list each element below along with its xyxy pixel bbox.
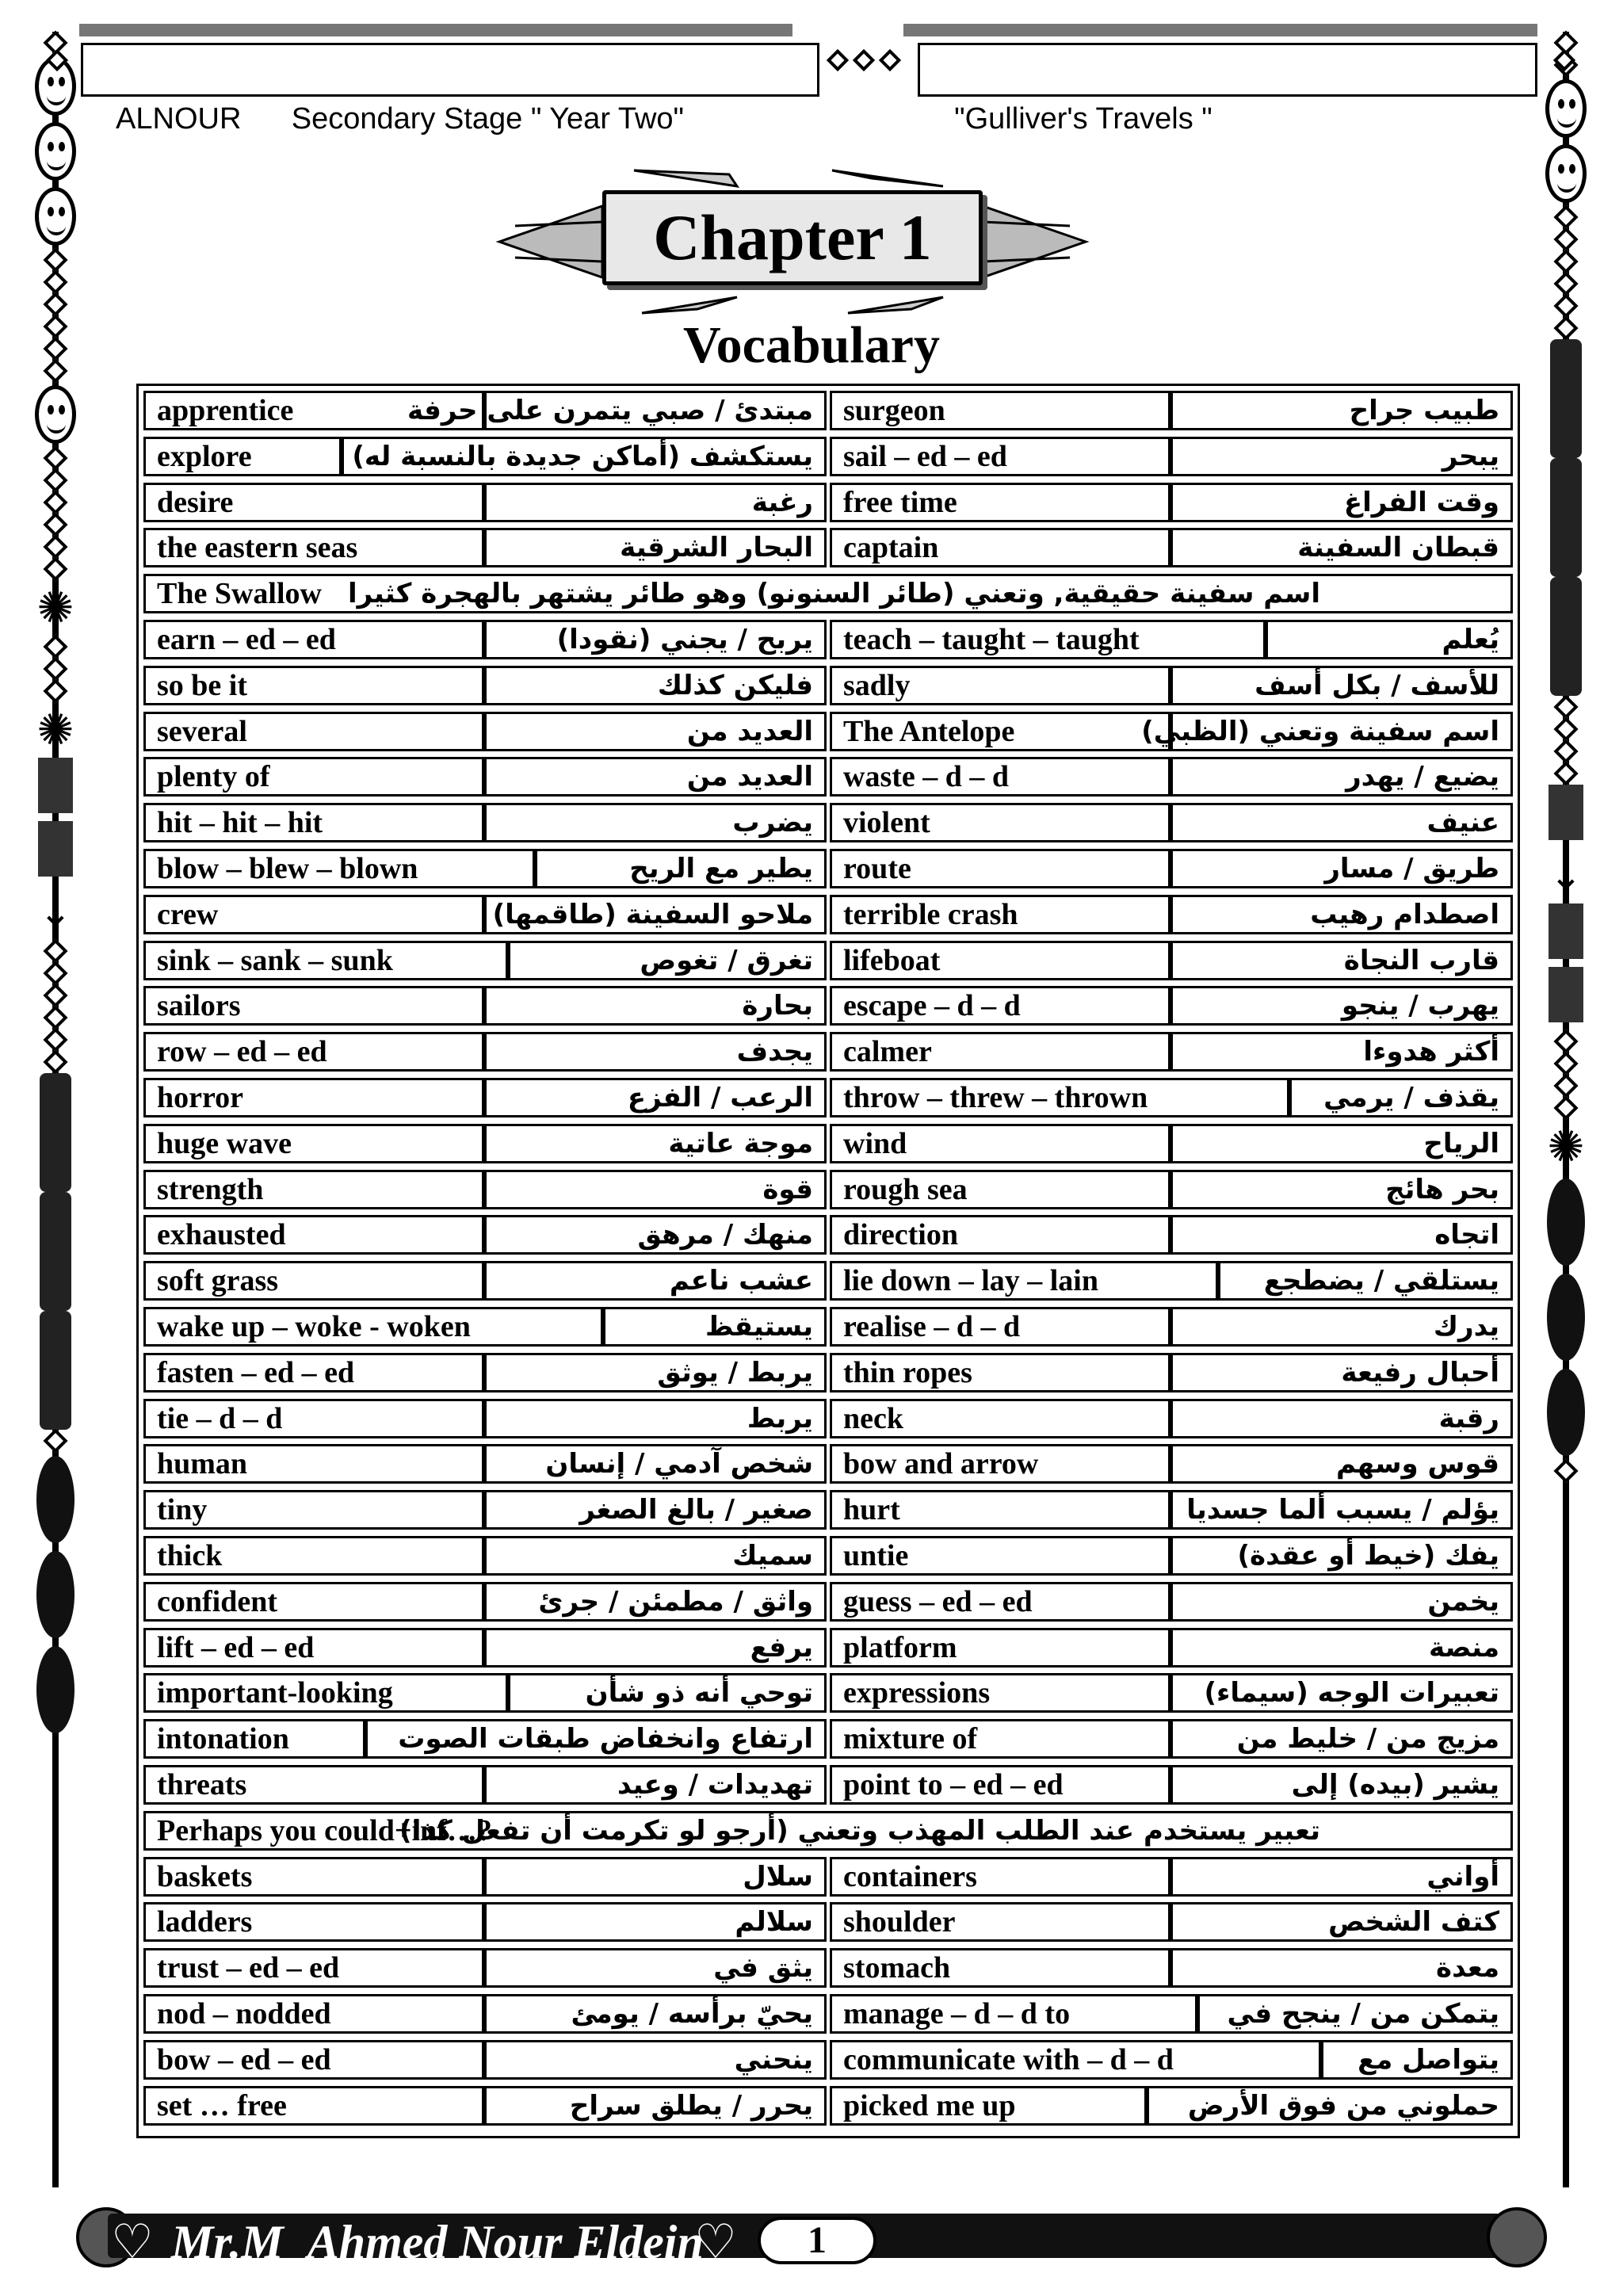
sun-icon: ✺ <box>36 582 74 634</box>
vocab-term-right: waste – d – d <box>830 757 1170 797</box>
vocab-meaning-left: يربط / يوثق <box>484 1353 827 1392</box>
diamond-icon <box>33 1029 78 1051</box>
vocab-meaning-right: يبحر <box>1170 437 1513 476</box>
vocab-meaning-right: حملوني من فوق الأرض <box>1147 2086 1513 2126</box>
vocab-term-right: bow and arrow <box>830 1444 1170 1484</box>
vocab-meaning-left: يستكشف (أماكن جديدة بالنسبة له) <box>342 437 827 476</box>
vocab-row <box>143 1078 1513 1117</box>
vocab-meaning-right: يضيع / يهدر <box>1170 757 1513 797</box>
vocab-meaning-right: أكثر هدوءا <box>1170 1032 1513 1072</box>
vocab-term-right: mixture of <box>830 1719 1170 1759</box>
vocab-term-right: terrible crash <box>830 895 1170 934</box>
vocab-term-right: sail – ed – ed <box>830 437 1170 476</box>
vocab-row <box>143 528 1513 567</box>
diamond-icon <box>853 49 875 71</box>
diamond-icon <box>827 49 849 71</box>
vocab-meaning-left: تغرق / تغوص <box>508 941 827 980</box>
diamond-icon <box>1544 206 1588 228</box>
vocab-term-right: realise – d – d <box>830 1307 1170 1347</box>
vocab-row <box>143 1444 1513 1484</box>
header-school-text: ALNOUR Secondary Stage " Year Two" <box>116 102 685 136</box>
diamond-icon <box>1544 295 1588 317</box>
vocab-row <box>143 1628 1513 1668</box>
vocab-term-left: huge wave <box>143 1124 484 1163</box>
vocab-row <box>143 1170 1513 1209</box>
vocab-meaning-left: صغير / بالغ الصغر <box>484 1490 827 1530</box>
vocab-meaning-right: منصة <box>1170 1628 1513 1668</box>
block-decoration <box>1544 904 1588 967</box>
vocab-meaning-left: ينحني <box>484 2040 827 2080</box>
bar-decoration <box>33 1311 78 1430</box>
vocab-row <box>143 1719 1513 1759</box>
footer-bar <box>108 2214 1534 2270</box>
vocab-row <box>143 803 1513 842</box>
diamond-icon <box>1544 1075 1588 1097</box>
vocab-term-right: communicate with – d – d <box>830 2040 1321 2080</box>
vocab-term-right: free time <box>830 483 1170 522</box>
oval-decoration <box>1544 1270 1588 1365</box>
block-decoration <box>33 758 78 821</box>
vocab-meaning: تعبير يستخدم عند الطلب المهذب وتعني (أرجو لو تكرمت أن تفعل كذا) <box>399 1814 1320 1847</box>
chevron-down-icon: ⌄ <box>39 889 72 935</box>
oval-decoration <box>1544 1365 1588 1460</box>
section-title: Vocabulary <box>683 316 940 374</box>
diamond-icon <box>1544 718 1588 740</box>
header-diamonds <box>824 52 903 68</box>
vocab-meaning-right: يستلقي / يضطجع <box>1218 1261 1513 1301</box>
vocab-term-right: rough sea <box>830 1170 1170 1209</box>
vocab-term-left: intonation <box>143 1719 365 1759</box>
vocab-row <box>143 757 1513 797</box>
vocab-term-right: hurt <box>830 1490 1170 1530</box>
diamond-icon <box>33 469 78 491</box>
vocab-term-left: lift – ed – ed <box>143 1628 484 1668</box>
vocab-term-left: human <box>143 1444 484 1484</box>
vocab-row <box>143 437 1513 476</box>
diamond-icon <box>33 680 78 702</box>
oval-decoration <box>33 1642 78 1737</box>
diamond-icon <box>33 558 78 580</box>
bar-decoration <box>33 1192 78 1311</box>
vocab-row <box>143 1490 1513 1530</box>
vocab-term: The Swallow <box>157 577 322 611</box>
vocab-meaning-right: للأسف / بكل أسف <box>1170 666 1513 705</box>
vocab-meaning-right: قبطان السفينة <box>1170 528 1513 567</box>
vocab-meaning-left: يحيّ برأسه / يومئ <box>484 1994 827 2034</box>
vocab-meaning-right: اصطدام رهيب <box>1170 895 1513 934</box>
vocab-term-right: neck <box>830 1399 1170 1438</box>
vocabulary-table <box>136 384 1520 2138</box>
block-decoration <box>1544 785 1588 848</box>
diamond-icon <box>1544 1030 1588 1052</box>
vocab-meaning-left: العديد من <box>484 757 827 797</box>
vocab-note-cell <box>143 1811 1513 1851</box>
diamond-icon <box>33 293 78 315</box>
vocab-row <box>143 1902 1513 1942</box>
bar-decoration <box>1544 577 1588 696</box>
vocab-meaning-left: يضرب <box>484 803 827 842</box>
vocab-term-left: baskets <box>143 1857 484 1897</box>
vocab-term-right: stomach <box>830 1948 1170 1988</box>
vocab-row <box>143 391 1513 430</box>
vocab-term-left: blow – blew – blown <box>143 849 535 888</box>
vocab-meaning-right: وقت الفراغ <box>1170 483 1513 522</box>
vocab-meaning-left: واثق / مطمئن / جرئ <box>484 1582 827 1622</box>
diamond-icon <box>33 249 78 271</box>
vocab-row <box>143 1124 1513 1163</box>
vocab-term-left: desire <box>143 483 484 522</box>
vocab-term-left: wake up – woke - woken <box>143 1307 603 1347</box>
vocab-row <box>143 574 1513 613</box>
smiley-face-icon <box>1544 141 1588 206</box>
diamond-icon <box>33 514 78 536</box>
vocab-meaning-right: يُعلم <box>1266 620 1513 659</box>
vocab-meaning-left: فليكن كذلك <box>484 666 827 705</box>
vocab-row <box>143 895 1513 934</box>
bar-decoration <box>1544 458 1588 577</box>
vocab-meaning-left: يحرر / يطلق سراح <box>484 2086 827 2126</box>
vocab-meaning-left: يربط <box>484 1399 827 1438</box>
diamond-icon <box>1544 696 1588 718</box>
vocab-meaning-right: يشير (بيده) إلى <box>1170 1765 1513 1805</box>
vocab-meaning-left: البحار الشرقية <box>484 528 827 567</box>
vocab-term-left: crew <box>143 895 484 934</box>
vocab-row <box>143 849 1513 888</box>
vocab-row <box>143 941 1513 980</box>
vocab-meaning-right: كتف الشخص <box>1170 1902 1513 1942</box>
chapter-title-box <box>602 190 983 285</box>
vocab-term-right: expressions <box>830 1673 1170 1713</box>
vocab-meaning-left: ملاحو السفينة (طاقمها) <box>484 895 827 934</box>
diamond-icon <box>1544 228 1588 250</box>
vocab-meaning-left: مبتدئ / صبي يتمرن على حرفة <box>484 391 827 430</box>
diamond-icon <box>33 984 78 1007</box>
vocab-row <box>143 1857 1513 1897</box>
vocab-term-right: The Antelope <box>830 712 1170 751</box>
vocab-term-right: wind <box>830 1124 1170 1163</box>
diamond-icon <box>33 962 78 984</box>
vocab-meaning-left: سلال <box>484 1857 827 1897</box>
vocab-term-left: earn – ed – ed <box>143 620 484 659</box>
vocab-row <box>143 712 1513 751</box>
vocab-term-left: sink – sank – sunk <box>143 941 508 980</box>
heart-icon: ♡ <box>111 2214 154 2270</box>
vocab-meaning-left: العديد من <box>484 712 827 751</box>
vocab-meaning-left: بحارة <box>484 986 827 1026</box>
vocab-row <box>143 986 1513 1026</box>
vocab-row <box>143 1582 1513 1622</box>
oval-decoration <box>33 1547 78 1642</box>
diamond-icon <box>33 636 78 658</box>
vocab-term-left: sailors <box>143 986 484 1026</box>
diamond-icon <box>879 49 901 71</box>
diamond-icon <box>33 1430 78 1452</box>
vocab-meaning-right: بحر هائج <box>1170 1170 1513 1209</box>
vocab-term-left: set … free <box>143 2086 484 2126</box>
vocab-term-right: manage – d – d to <box>830 1994 1197 2034</box>
vocab-row <box>143 1536 1513 1576</box>
vocab-meaning-left: ارتفاع وانخفاض طبقات الصوت <box>365 1719 827 1759</box>
vocab-term-left: explore <box>143 437 342 476</box>
vocab-meaning-right: مزيج من / خليط من <box>1170 1719 1513 1759</box>
vocab-term-left: threats <box>143 1765 484 1805</box>
vocab-meaning-right: يفك (خيط أو عقدة) <box>1170 1536 1513 1576</box>
vocab-row <box>143 483 1513 522</box>
vocab-term-left: important-looking <box>143 1673 508 1713</box>
bar-decoration <box>33 1073 78 1192</box>
header-book-box <box>918 43 1537 136</box>
vocab-meaning-left: عشب ناعم <box>484 1261 827 1301</box>
diamond-icon <box>33 1051 78 1073</box>
smiley-face-icon <box>1544 76 1588 141</box>
vocab-term-right: surgeon <box>830 391 1170 430</box>
diamond-icon <box>1544 740 1588 762</box>
smiley-face-icon <box>33 184 78 249</box>
vocab-term-left: confident <box>143 1582 484 1622</box>
chapter-title: Chapter 1 <box>653 201 932 273</box>
vocab-meaning-left: تهديدات / وعيد <box>484 1765 827 1805</box>
vocab-row <box>143 2086 1513 2126</box>
vocab-term-left: so be it <box>143 666 484 705</box>
header-school-box <box>81 43 819 136</box>
vocab-meaning-left: يطير مع الريح <box>535 849 827 888</box>
header-deco-bar-right <box>903 24 1537 36</box>
vocab-meaning-right: قارب النجاة <box>1170 941 1513 980</box>
vocab-meaning-right: طبيب جراح <box>1170 391 1513 430</box>
vocab-meaning-left: قوة <box>484 1170 827 1209</box>
vocab-meaning-right: يتواصل مع <box>1321 2040 1513 2080</box>
vocab-meaning-right: يقذف / يرمي <box>1289 1078 1513 1117</box>
vocab-note-cell <box>143 574 1513 613</box>
vocab-meaning-right: يتمكن من / ينجح في <box>1197 1994 1513 2034</box>
vocab-row <box>143 1261 1513 1301</box>
vocab-term-left: fasten – ed – ed <box>143 1353 484 1392</box>
page-number: 1 <box>758 2217 876 2264</box>
vocab-meaning-right: أحبال رفيعة <box>1170 1353 1513 1392</box>
vocab-term-right: violent <box>830 803 1170 842</box>
vocab-term: Perhaps you could+inf…? <box>157 1813 492 1847</box>
diamond-icon <box>33 536 78 558</box>
vocab-term-left: exhausted <box>143 1215 484 1255</box>
footer <box>76 2207 1547 2270</box>
vocab-term-right: throw – threw – thrown <box>830 1078 1289 1117</box>
vocab-term-left: strength <box>143 1170 484 1209</box>
vocab-meaning-left: سلالم <box>484 1902 827 1942</box>
vocab-meaning-right: قوس وسهم <box>1170 1444 1513 1484</box>
vocab-term-right: lie down – lay – lain <box>830 1261 1218 1301</box>
heart-icon: ♡ <box>694 2214 737 2270</box>
vocab-meaning-left: يربح / يجني (نقودا) <box>484 620 827 659</box>
vocab-meaning-right: عنيف <box>1170 803 1513 842</box>
vocab-term-right: sadly <box>830 666 1170 705</box>
vocab-term-left: thick <box>143 1536 484 1576</box>
vocab-row <box>143 1215 1513 1255</box>
diamond-icon <box>1544 250 1588 273</box>
vocab-meaning-left: توحي أنه ذو شأن <box>508 1673 827 1713</box>
vocab-term-right: direction <box>830 1215 1170 1255</box>
diamond-icon <box>1544 762 1588 785</box>
vocab-term-right: point to – ed – ed <box>830 1765 1170 1805</box>
vocab-meaning-right: اسم سفينة وتعني (الظبي) <box>1170 712 1513 751</box>
vocab-meaning-right: أواني <box>1170 1857 1513 1897</box>
vocab-meaning-left: منهك / مرهق <box>484 1215 827 1255</box>
vocab-meaning-right: طريق / مسار <box>1170 849 1513 888</box>
vocab-meaning-left: شخص آدمي / إنسان <box>484 1444 827 1484</box>
chevron-down-icon: ⌄ <box>1549 853 1583 899</box>
vocab-row <box>143 1765 1513 1805</box>
vocab-term-right: untie <box>830 1536 1170 1576</box>
vocab-meaning-right: يدرك <box>1170 1307 1513 1347</box>
vocab-row <box>143 2040 1513 2080</box>
vocab-term-right: escape – d – d <box>830 986 1170 1026</box>
vocab-meaning-right: رقبة <box>1170 1399 1513 1438</box>
vocab-term-right: captain <box>830 528 1170 567</box>
vocab-term-right: calmer <box>830 1032 1170 1072</box>
vocab-term-left: row – ed – ed <box>143 1032 484 1072</box>
vocab-meaning-left: يثق في <box>484 1948 827 1988</box>
vocab-term-right: guess – ed – ed <box>830 1582 1170 1622</box>
vocab-term-left: apprentice <box>143 391 484 430</box>
vocab-term-right: picked me up <box>830 2086 1147 2126</box>
vocab-row <box>143 1673 1513 1713</box>
vocab-meaning-left: الرعب / الفزع <box>484 1078 827 1117</box>
diamond-icon <box>33 271 78 293</box>
footer-ball-icon <box>1487 2207 1547 2267</box>
vocab-row <box>143 1032 1513 1072</box>
diamond-icon <box>33 447 78 469</box>
vocab-term-left: tie – d – d <box>143 1399 484 1438</box>
vocab-term-left: bow – ed – ed <box>143 2040 484 2080</box>
block-decoration <box>33 821 78 884</box>
footer-author: Mr.M_Ahmed Nour Eldein <box>171 2216 704 2268</box>
vocab-term-right: shoulder <box>830 1902 1170 1942</box>
vocab-meaning-right: يؤلم / يسبب ألما جسديا <box>1170 1490 1513 1530</box>
diamond-icon <box>33 491 78 514</box>
vocab-meaning-left: يرفع <box>484 1628 827 1668</box>
vocab-meaning-right: معدة <box>1170 1948 1513 1988</box>
diamond-icon <box>33 658 78 680</box>
vocab-term-right: route <box>830 849 1170 888</box>
vocab-term-left: trust – ed – ed <box>143 1948 484 1988</box>
vocab-meaning-left: يجدف <box>484 1032 827 1072</box>
vocab-term-right: platform <box>830 1628 1170 1668</box>
vocab-meaning-left: موجة عاتية <box>484 1124 827 1163</box>
vocab-term-left: the eastern seas <box>143 528 484 567</box>
vocab-meaning-right: اتجاه <box>1170 1215 1513 1255</box>
vocab-term-right: teach – taught – taught <box>830 620 1266 659</box>
header-deco-bar-left <box>79 24 792 36</box>
vocab-term-left: hit – hit – hit <box>143 803 484 842</box>
diamond-icon <box>1544 1460 1588 1482</box>
vocab-meaning: اسم سفينة حقيقية, وتعني (طائر السنونو) وهو طائر يشتهر بالهجرة كثيرا <box>348 578 1320 610</box>
vocab-row <box>143 1399 1513 1438</box>
vocab-meaning-left: يستيقظ <box>603 1307 827 1347</box>
diamond-icon <box>1544 1052 1588 1075</box>
diamond-icon <box>33 940 78 962</box>
vocab-row <box>143 620 1513 659</box>
sun-icon: ✺ <box>1547 1121 1585 1173</box>
vocab-term-left: tiny <box>143 1490 484 1530</box>
diamond-icon <box>33 1007 78 1029</box>
oval-decoration <box>1544 1175 1588 1270</box>
vocab-term-left: several <box>143 712 484 751</box>
vocab-row <box>143 1948 1513 1988</box>
chapter-banner <box>499 166 1086 317</box>
vocab-meaning-right: الرياح <box>1170 1124 1513 1163</box>
vocab-term-left: horror <box>143 1078 484 1117</box>
vocab-term-left: nod – nodded <box>143 1994 484 2034</box>
vocab-meaning-right: يهرب / ينجو <box>1170 986 1513 1026</box>
vocab-row <box>143 1307 1513 1347</box>
smiley-face-icon <box>33 119 78 184</box>
vocab-row <box>143 666 1513 705</box>
vocab-meaning-right: تعبيرات الوجه (سيماء) <box>1170 1673 1513 1713</box>
oval-decoration <box>33 1452 78 1547</box>
vocab-term-left: ladders <box>143 1902 484 1942</box>
vocab-row <box>143 1811 1513 1851</box>
vocab-meaning-right: يخمن <box>1170 1582 1513 1622</box>
diamond-icon <box>1544 1097 1588 1119</box>
vocab-row <box>143 1353 1513 1392</box>
vocab-row <box>143 1994 1513 2034</box>
vocab-term-left: plenty of <box>143 757 484 797</box>
header-book-text: "Gulliver's Travels " <box>954 102 1212 136</box>
vocab-term-left: soft grass <box>143 1261 484 1301</box>
vocab-term-right: thin ropes <box>830 1353 1170 1392</box>
vocab-term-right: containers <box>830 1857 1170 1897</box>
vocab-meaning-left: رغبة <box>484 483 827 522</box>
smiley-face-icon <box>33 382 78 447</box>
block-decoration <box>1544 967 1588 1030</box>
diamond-icon <box>1544 273 1588 295</box>
sun-icon: ✺ <box>36 704 74 756</box>
vocab-term-right: lifeboat <box>830 941 1170 980</box>
vocab-meaning-left: سميك <box>484 1536 827 1576</box>
